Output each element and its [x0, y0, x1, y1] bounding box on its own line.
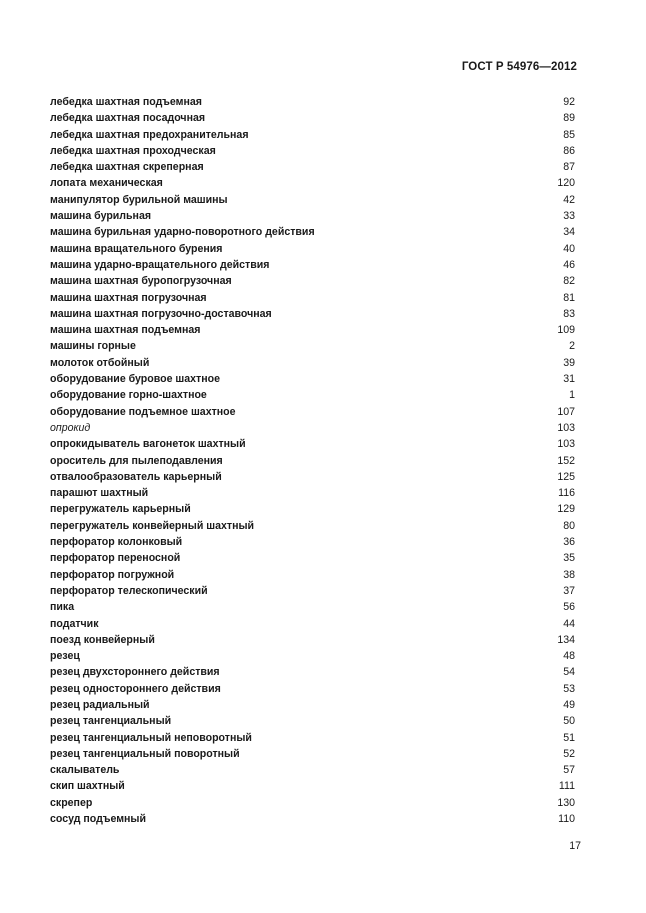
index-entry	[50, 436, 575, 452]
index-page-reference: 152	[557, 454, 575, 467]
index-entry	[50, 257, 575, 273]
index-term: машина бурильная	[50, 210, 152, 223]
index-entry	[50, 143, 575, 159]
index-page-reference: 86	[563, 144, 575, 157]
index-entry	[50, 224, 575, 240]
index-page-reference: 80	[563, 519, 575, 532]
index-page-reference: 111	[558, 780, 575, 793]
index-term: резец одностороннего действия	[50, 682, 221, 695]
index-term: лебедка шахтная предохранительная	[50, 128, 249, 141]
index-term: молоток отбойный	[50, 356, 150, 369]
index-page-reference: 49	[563, 698, 575, 711]
index-page-reference: 87	[563, 161, 575, 174]
index-term: опрокидыватель вагонеток шахтный	[50, 438, 246, 451]
index-entry	[50, 583, 575, 599]
index-entry	[50, 762, 575, 778]
index-entry	[50, 599, 575, 615]
index-page-reference: 81	[563, 291, 575, 304]
index-term: перфоратор телескопический	[50, 584, 208, 597]
index-term: поезд конвейерный	[50, 633, 155, 646]
index-page-reference: 82	[563, 275, 575, 288]
index-page-reference: 1	[569, 389, 575, 402]
index-term: резец радиальный	[50, 698, 150, 711]
index-page-reference: 83	[563, 307, 575, 320]
index-term: оборудование горно-шахтное	[50, 389, 207, 402]
index-page-reference: 37	[563, 584, 575, 597]
index-page-reference: 34	[563, 226, 575, 239]
index-term: перфоратор переносной	[50, 552, 181, 565]
index-page-reference: 116	[558, 487, 575, 500]
index-entry	[50, 485, 575, 501]
index-entry	[50, 616, 575, 632]
index-entry	[50, 534, 575, 550]
index-entry	[50, 306, 575, 322]
index-entry	[50, 501, 575, 517]
index-term: лебедка шахтная посадочная	[50, 112, 206, 125]
index-term: машина шахтная погрузочная	[50, 291, 207, 304]
index-page-reference: 57	[563, 764, 575, 777]
index-entry	[50, 811, 575, 827]
index-entry	[50, 273, 575, 289]
index-page-reference: 89	[563, 112, 575, 125]
index-term: оборудование подъемное шахтное	[50, 405, 236, 418]
index-term: резец тангенциальный неповоротный	[50, 731, 252, 744]
index-term: манипулятор бурильной машины	[50, 193, 228, 206]
index-term: пика	[50, 601, 75, 614]
index-term: ороситель для пылеподавления	[50, 454, 223, 467]
index-term: машины горные	[50, 340, 136, 353]
index-entry	[50, 469, 575, 485]
index-term: машина вращательного бурения	[50, 242, 223, 255]
index-term: резец тангенциальный	[50, 715, 172, 728]
index-term: машина шахтная погрузочно-доставочная	[50, 307, 272, 320]
index-term: резец	[50, 650, 80, 663]
index-term: резец тангенциальный поворотный	[50, 747, 240, 760]
index-page-reference: 2	[569, 340, 575, 353]
index-page-reference: 103	[557, 438, 575, 451]
index-entry	[50, 453, 575, 469]
index-entry	[50, 420, 575, 436]
index-page-reference: 85	[563, 128, 575, 141]
index-entry	[50, 795, 575, 811]
index-page-reference: 48	[563, 650, 575, 663]
index-term: скрепер	[50, 796, 93, 809]
index-entry	[50, 746, 575, 762]
index-term: оборудование буровое шахтное	[50, 373, 220, 386]
alphabetical-index-list	[50, 94, 575, 827]
index-entry	[50, 175, 575, 191]
index-entry	[50, 387, 575, 403]
index-entry	[50, 371, 575, 387]
index-page-reference: 44	[563, 617, 575, 630]
index-page-reference: 39	[563, 356, 575, 369]
index-term: лопата механическая	[50, 177, 163, 190]
index-page-reference: 38	[563, 568, 575, 581]
index-entry	[50, 648, 575, 664]
index-page-reference: 36	[563, 536, 575, 549]
index-entry	[50, 338, 575, 354]
index-term: машина бурильная ударно-поворотного действия	[50, 226, 315, 239]
index-term: резец двухстороннего действия	[50, 666, 220, 679]
index-entry	[50, 159, 575, 175]
index-entry	[50, 110, 575, 126]
index-page-reference: 40	[563, 242, 575, 255]
index-term: скалыватель	[50, 764, 120, 777]
index-entry	[50, 632, 575, 648]
index-page-reference: 52	[563, 747, 575, 760]
index-page-reference: 54	[563, 666, 575, 679]
index-page-reference: 56	[563, 601, 575, 614]
index-term: отвалообразователь карьерный	[50, 470, 222, 483]
index-entry	[50, 567, 575, 583]
index-term: лебедка шахтная подъемная	[50, 96, 202, 108]
index-term: перегружатель конвейерный шахтный	[50, 519, 255, 532]
index-term: скип шахтный	[50, 780, 125, 793]
index-entry	[50, 241, 575, 257]
index-term: машина ударно-вращательного действия	[50, 258, 270, 271]
index-entry	[50, 290, 575, 306]
index-entry	[50, 127, 575, 143]
index-entry	[50, 550, 575, 566]
index-entry	[50, 94, 575, 110]
index-term: машина шахтная буропогрузочная	[50, 275, 232, 288]
index-page-reference: 134	[557, 633, 575, 646]
index-entry	[50, 208, 575, 224]
index-term: лебедка шахтная проходческая	[50, 144, 216, 157]
index-entry	[50, 778, 575, 794]
index-term: машина шахтная подъемная	[50, 324, 201, 337]
index-entry	[50, 355, 575, 371]
index-page-reference: 125	[557, 470, 575, 483]
index-page-reference: 33	[563, 210, 575, 223]
index-entry	[50, 404, 575, 420]
index-page-reference: 92	[563, 96, 575, 108]
index-page-reference: 42	[563, 193, 575, 206]
index-entry	[50, 192, 575, 208]
index-page-reference: 109	[557, 324, 575, 337]
index-page-reference: 51	[563, 731, 575, 744]
index-entry	[50, 681, 575, 697]
page-number: 17	[569, 840, 581, 852]
index-page-reference: 50	[563, 715, 575, 728]
index-page-reference: 46	[563, 258, 575, 271]
index-entry	[50, 730, 575, 746]
index-page-reference: 110	[558, 813, 575, 826]
index-page-reference: 103	[557, 421, 575, 434]
index-page-reference: 53	[563, 682, 575, 695]
index-term: перегружатель карьерный	[50, 503, 191, 516]
index-term: перфоратор колонковый	[50, 536, 183, 549]
index-entry	[50, 697, 575, 713]
index-entry	[50, 518, 575, 534]
index-entry	[50, 664, 575, 680]
document-code-header: ГОСТ Р 54976—2012	[461, 61, 577, 73]
index-page-reference: 35	[563, 552, 575, 565]
index-entry	[50, 322, 575, 338]
index-page-reference: 31	[563, 373, 575, 386]
index-page-reference: 120	[557, 177, 575, 190]
index-page-reference: 129	[557, 503, 575, 516]
index-term: сосуд подъемный	[50, 813, 146, 826]
index-term: лебедка шахтная скреперная	[50, 161, 204, 174]
index-term: перфоратор погружной	[50, 568, 175, 581]
index-page-reference: 107	[557, 405, 575, 418]
index-entry	[50, 713, 575, 729]
index-page-reference: 130	[557, 796, 575, 809]
index-term: опрокид	[50, 421, 91, 434]
index-term: податчик	[50, 617, 99, 630]
index-term: парашют шахтный	[50, 487, 149, 500]
